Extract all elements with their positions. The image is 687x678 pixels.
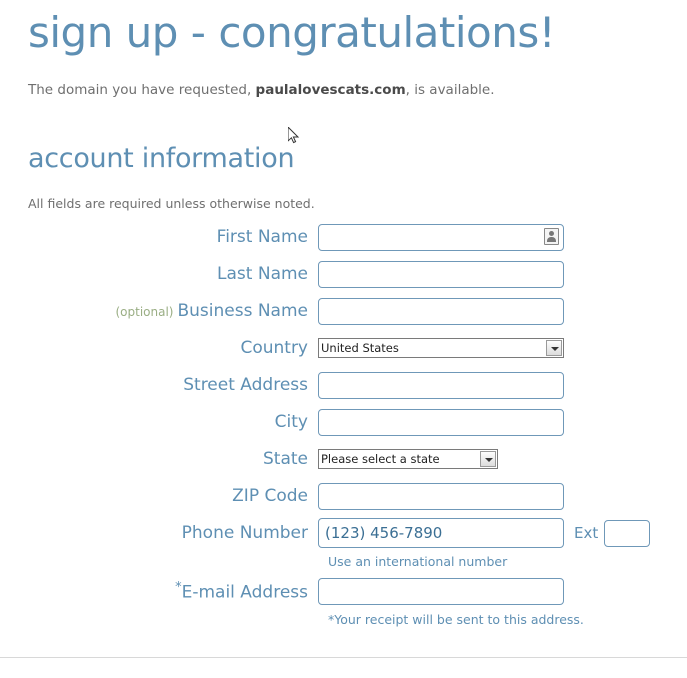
state-field-wrap <box>318 449 498 469</box>
last-name-label: Last Name <box>217 264 308 284</box>
helper-spacer <box>28 612 328 627</box>
country-select[interactable] <box>318 338 564 358</box>
helper-spacer <box>28 554 328 569</box>
first-name-label: First Name <box>216 227 308 247</box>
business-name-label <box>28 301 318 321</box>
street-address-input[interactable] <box>318 372 564 399</box>
form-row-city <box>28 406 687 438</box>
business-name-label-text: Business Name <box>177 301 308 321</box>
state-select-container <box>318 449 498 469</box>
form-row-email-address <box>28 575 687 607</box>
phone-number-label: Phone Number <box>181 523 308 543</box>
domain-availability-message <box>28 82 687 98</box>
domain-name: paulalovescats.com <box>255 82 406 98</box>
form-row-first-name <box>28 221 687 253</box>
business-name-optional-tag: (optional) <box>115 305 174 319</box>
phone-helper-row <box>28 554 687 569</box>
email-address-field-wrap <box>318 578 564 605</box>
city-input[interactable] <box>318 409 564 436</box>
country-select-container <box>318 338 564 358</box>
account-information-form <box>28 221 687 627</box>
form-row-last-name <box>28 258 687 290</box>
first-name-input-container <box>318 224 564 251</box>
extension-input[interactable] <box>604 520 650 547</box>
email-helper-text: *Your receipt will be sent to this address. <box>328 612 584 627</box>
country-field-wrap <box>318 338 564 358</box>
section-title-account-information: account information <box>28 143 295 174</box>
street-address-field-wrap <box>318 372 564 399</box>
extension-label: Ext <box>574 524 599 542</box>
bottom-divider <box>0 657 687 678</box>
first-name-field-wrap <box>318 224 564 251</box>
email-address-label <box>28 580 318 603</box>
email-helper-row <box>28 612 687 627</box>
zip-code-label: ZIP Code <box>232 486 308 506</box>
email-required-asterisk: * <box>175 579 182 595</box>
phone-helper-text: Use an international number <box>328 554 508 569</box>
city-label: City <box>274 412 308 432</box>
state-label: State <box>263 449 308 469</box>
zip-code-input[interactable] <box>318 483 564 510</box>
email-address-label-text: E-mail Address <box>181 582 308 603</box>
last-name-field-wrap <box>318 261 564 288</box>
form-row-country <box>28 332 687 364</box>
form-row-zip-code <box>28 480 687 512</box>
country-label: Country <box>240 338 308 358</box>
form-row-phone-number <box>28 517 687 549</box>
required-fields-note: All fields are required unless otherwise noted. <box>28 196 315 211</box>
phone-number-input[interactable] <box>318 518 564 548</box>
zip-code-field-wrap <box>318 483 564 510</box>
phone-number-field-wrap <box>318 518 650 548</box>
street-address-label: Street Address <box>183 375 308 395</box>
page-title: sign up - congratulations! <box>28 8 556 57</box>
state-select[interactable] <box>318 449 498 469</box>
business-name-input[interactable] <box>318 298 564 325</box>
form-row-street-address <box>28 369 687 401</box>
last-name-input[interactable] <box>318 261 564 288</box>
business-name-field-wrap <box>318 298 564 325</box>
domain-message-prefix: The domain you have requested, <box>28 82 256 98</box>
form-row-business-name <box>28 295 687 327</box>
contact-card-icon[interactable] <box>544 228 559 245</box>
email-address-input[interactable] <box>318 578 564 605</box>
domain-message-suffix: , is available. <box>405 82 495 98</box>
form-row-state <box>28 443 687 475</box>
first-name-input[interactable] <box>318 224 564 251</box>
city-field-wrap <box>318 409 564 436</box>
